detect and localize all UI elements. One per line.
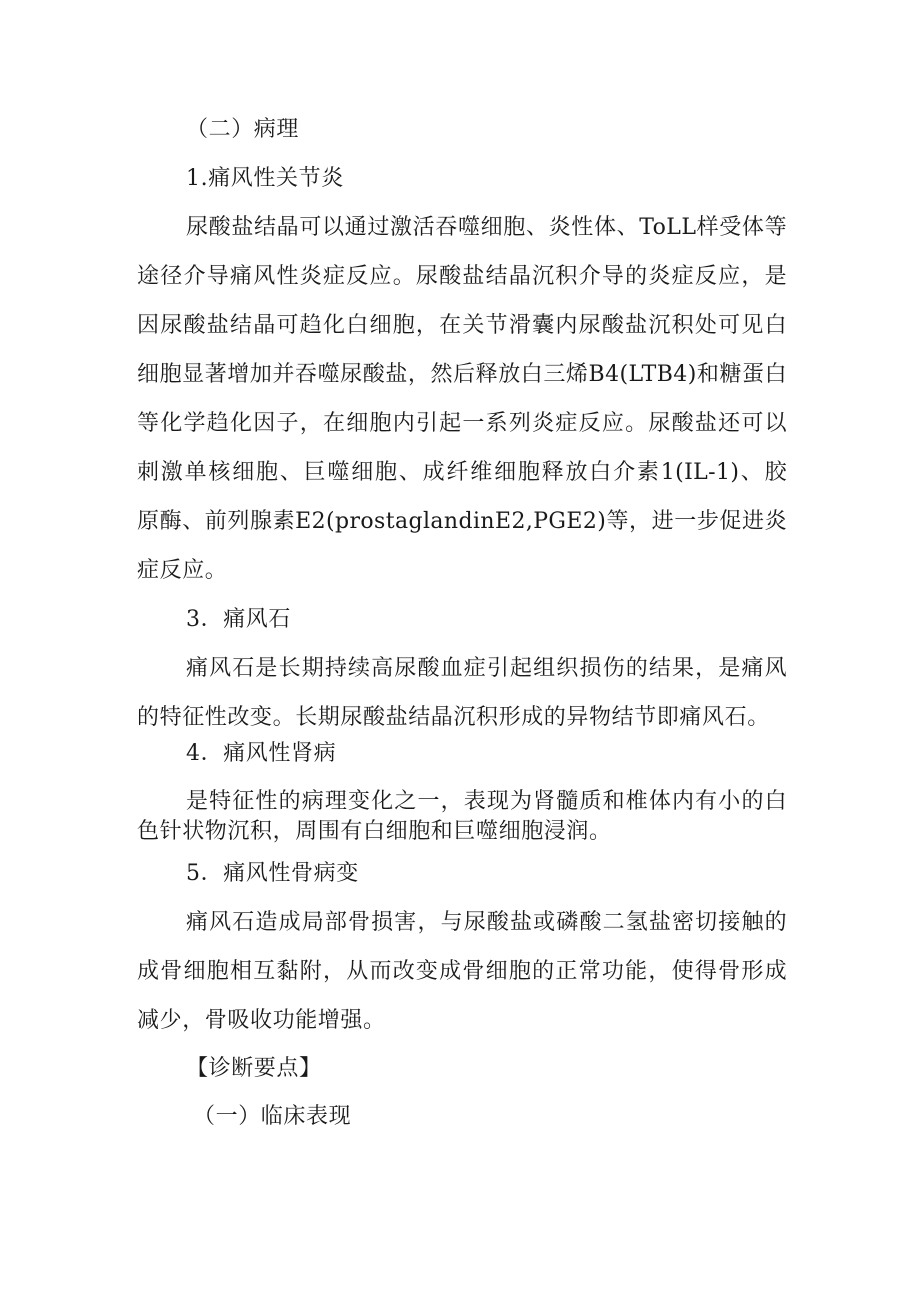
subheading-tophus: 3．痛风石	[186, 607, 291, 632]
paragraph-line: 的特征性改变。长期尿酸盐结晶沉积形成的异物结节即痛风石。	[137, 705, 770, 730]
subheading-gouty-arthritis: 1.痛风性关节炎	[186, 166, 344, 191]
paragraph-line: 尿酸盐结晶可以通过激活吞噬细胞、炎性体、ToLL样受体等	[186, 215, 787, 240]
paragraph-line: 细胞显著增加并吞噬尿酸盐，然后释放白三烯B4(LTB4)和糖蛋白	[137, 362, 787, 387]
paragraph-line: 途径介导痛风性炎症反应。尿酸盐结晶沉积介导的炎症反应，是	[137, 264, 787, 289]
paragraph-line: 痛风石造成局部骨损害，与尿酸盐或磷酸二氢盐密切接触的	[186, 910, 787, 935]
paragraph-line: 减少，骨吸收功能增强。	[137, 1008, 386, 1033]
paragraph-line: 痛风石是长期持续高尿酸血症引起组织损伤的结果，是痛风	[186, 656, 787, 681]
subheading-gouty-bone-lesion: 5．痛风性骨病变	[186, 861, 359, 886]
paragraph-line: 等化学趋化因子，在细胞内引起一系列炎症反应。尿酸盐还可以	[137, 411, 787, 436]
paragraph-line: 原酶、前列腺素E2(prostaglandinE2,PGE2)等，进一步促进炎	[137, 509, 787, 534]
section-heading-clinical: （一）临床表现	[193, 1104, 352, 1129]
subheading-gouty-nephropathy: 4．痛风性肾病	[186, 741, 337, 766]
section-heading-diagnosis: 【诊断要点】	[186, 1056, 322, 1081]
paragraph-line: 色针状物沉积，周围有白细胞和巨噬细胞浸润。	[137, 819, 612, 844]
paragraph-line: 因尿酸盐结晶可趋化白细胞，在关节滑囊内尿酸盐沉积处可见白	[137, 313, 787, 338]
paragraph-line: 成骨细胞相互黏附，从而改变成骨细胞的正常功能，使得骨形成	[137, 959, 787, 984]
paragraph-line: 刺激单核细胞、巨噬细胞、成纤维细胞释放白介素1(IL-1)、胶	[137, 460, 787, 485]
paragraph-line: 症反应。	[137, 558, 228, 583]
paragraph-line: 是特征性的病理变化之一，表现为肾髓质和椎体内有小的白	[186, 789, 787, 814]
section-heading-pathology: （二）病理	[186, 117, 300, 142]
